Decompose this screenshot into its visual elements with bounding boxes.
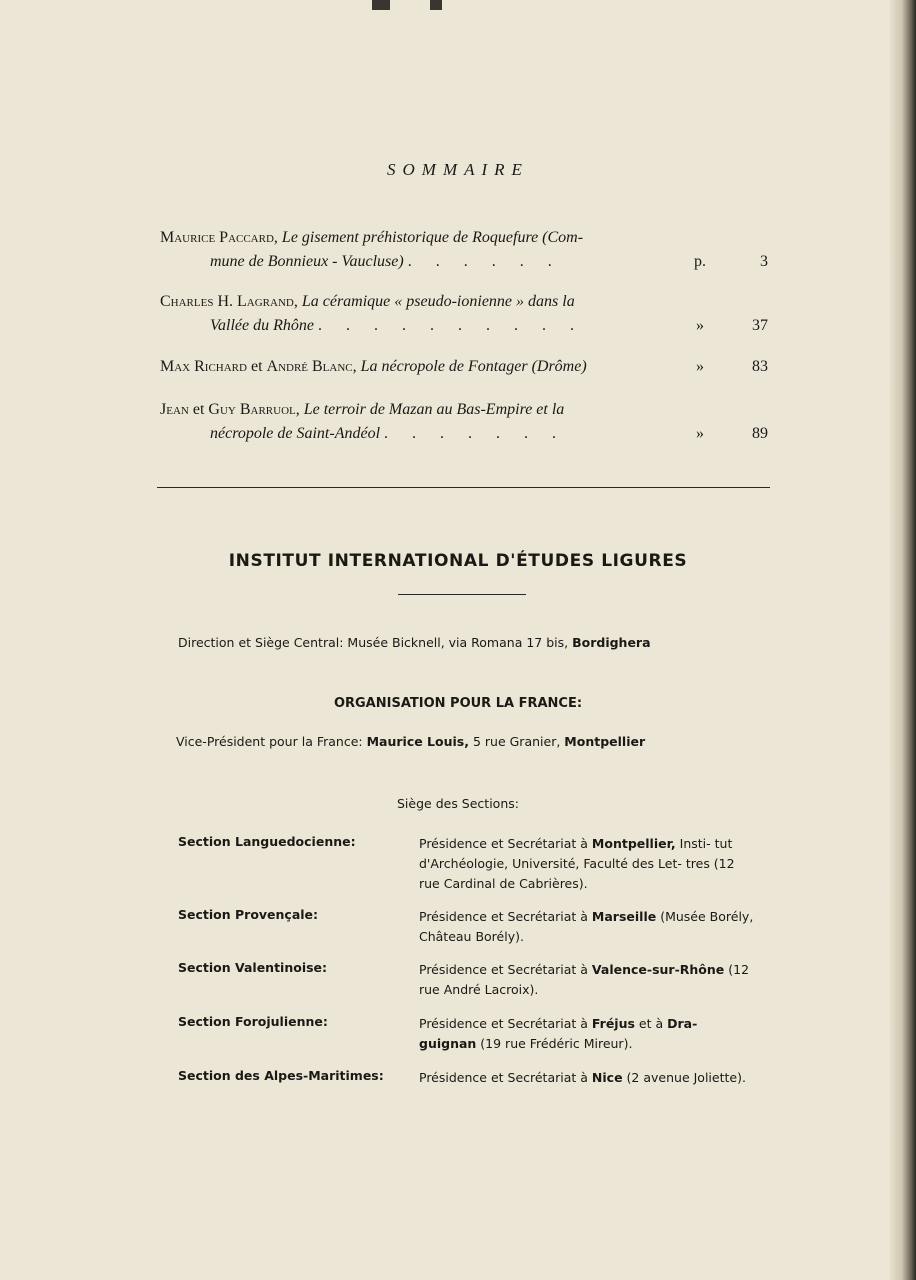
section-name: Section Languedocienne: [178,834,356,849]
desc-text: Présidence et Secrétariat à [419,909,588,924]
toc-author: Charles H. Lagrand [160,293,294,310]
toc-title: La céramique « pseudo-ionienne » dans la [301,293,575,310]
toc-title: La nécropole de Fontager (Drôme) [360,358,587,375]
page-edge-shadow [890,0,916,1280]
desc-text: Borély, Château Borély). [419,909,754,944]
desc-text: Présidence et Secrétariat à [419,836,588,851]
vp-name: Maurice Louis, [366,734,469,749]
desc-text: Présidence et Secrétariat à [419,1070,588,1085]
toc-leader-dots: . . . . . . . [384,425,567,442]
section-description [419,960,754,1000]
title-underline [398,594,526,595]
desc-city: Montpellier, [591,836,676,851]
toc-leader-dots: . . . . . . [407,253,562,270]
toc-entry-3 [160,355,770,379]
section-description [419,907,754,947]
toc-line [160,250,770,274]
top-ink-mark-2 [430,0,442,10]
direction-city: Bordighera [572,635,651,650]
desc-city: Dra- [667,1016,698,1031]
toc-line [160,422,770,446]
section-description [419,1068,754,1088]
desc-text: tres (12 rue Cardinal de Cabrières). [419,856,735,891]
toc-page-marker: p. [694,253,706,270]
toc-author: Max Richard [160,358,247,375]
toc-entry-1 [160,226,770,274]
toc-page-marker: » [696,317,704,334]
toc-title: Le gisement préhistorique de Roquefure (Com- [281,229,584,246]
toc-separator: , [273,229,282,246]
institute-title: INSTITUT INTERNATIONAL D'ÉTUDES LIGURES [228,551,688,571]
toc-conjunction: et [246,358,267,375]
direction-address: Musée Bicknell, via Romana 17 bis, [347,635,569,650]
desc-text: (12 rue André Lacroix). [419,962,750,997]
section-name: Section Provençale: [178,907,319,922]
vp-address: 5 rue Granier, [472,734,561,749]
toc-line [160,290,770,314]
toc-entry-4 [160,398,770,446]
toc-separator: , [295,401,304,418]
desc-city: Fréjus [591,1016,635,1031]
toc-author: Maurice Paccard [160,229,274,246]
section-name: Section Valentinoise: [178,960,328,975]
section-name: Section des Alpes-Maritimes: [178,1068,384,1083]
toc-entry-2 [160,290,770,338]
toc-separator: , [293,293,302,310]
desc-text: Joliette). [693,1070,746,1085]
vp-label: Vice-Président pour la France: [176,734,363,749]
desc-text: (19 rue Frédéric Mireur). [480,1036,633,1051]
toc-line [160,226,770,250]
section-divider [157,487,770,488]
toc-page-number: 3 [760,253,768,270]
desc-text: Présidence et Secrétariat à [419,962,588,977]
org-heading: ORGANISATION POUR LA FRANCE: [333,696,583,711]
toc-page-number: 89 [752,425,768,442]
direction-line [178,635,651,650]
toc-page-marker: » [696,425,704,442]
toc-title: Le terroir de Mazan au Bas-Empire et la [303,401,565,418]
direction-label: Direction et Siège Central: [178,635,344,650]
toc-line [160,314,770,338]
desc-text: (2 avenue [626,1070,690,1085]
toc-page-marker: » [696,358,704,375]
toc-page-number: 83 [752,358,768,375]
desc-city: Marseille [591,909,657,924]
vice-president-line [176,734,645,749]
toc-leader-dots: . . . . . . . . . . [317,317,584,334]
toc-conjunction: et [188,401,209,418]
toc-author: Guy Barruol [208,401,296,418]
toc-separator: , [352,358,361,375]
desc-city: Nice [591,1070,623,1085]
section-description [419,834,754,894]
toc-page-number: 37 [752,317,768,334]
top-ink-mark [372,0,390,10]
sections-heading: Siège des Sections: [397,796,519,811]
desc-text: Insti- [679,836,711,851]
toc-line [160,398,770,422]
desc-city: guignan [419,1036,477,1051]
toc-author: André Blanc [266,358,353,375]
desc-text: Présidence et Secrétariat à [419,1016,588,1031]
sommaire-title: SOMMAIRE [387,160,529,179]
desc-text: tut d'Archéologie, Université, Faculté des Let- [419,836,733,871]
vp-city: Montpellier [564,734,646,749]
section-description [419,1014,754,1054]
desc-city: Valence-sur-Rhône [591,962,725,977]
toc-title-cont: nécropole de Saint-Andéol [210,425,381,442]
desc-text: et à [638,1016,664,1031]
toc-title-cont: Vallée du Rhône [210,317,314,334]
toc-author: Jean [160,401,189,418]
section-name: Section Forojulienne: [178,1014,328,1029]
desc-text: (Musée [660,909,706,924]
toc-title-cont: mune de Bonnieux - Vaucluse) [210,253,404,270]
toc-line [160,355,770,379]
